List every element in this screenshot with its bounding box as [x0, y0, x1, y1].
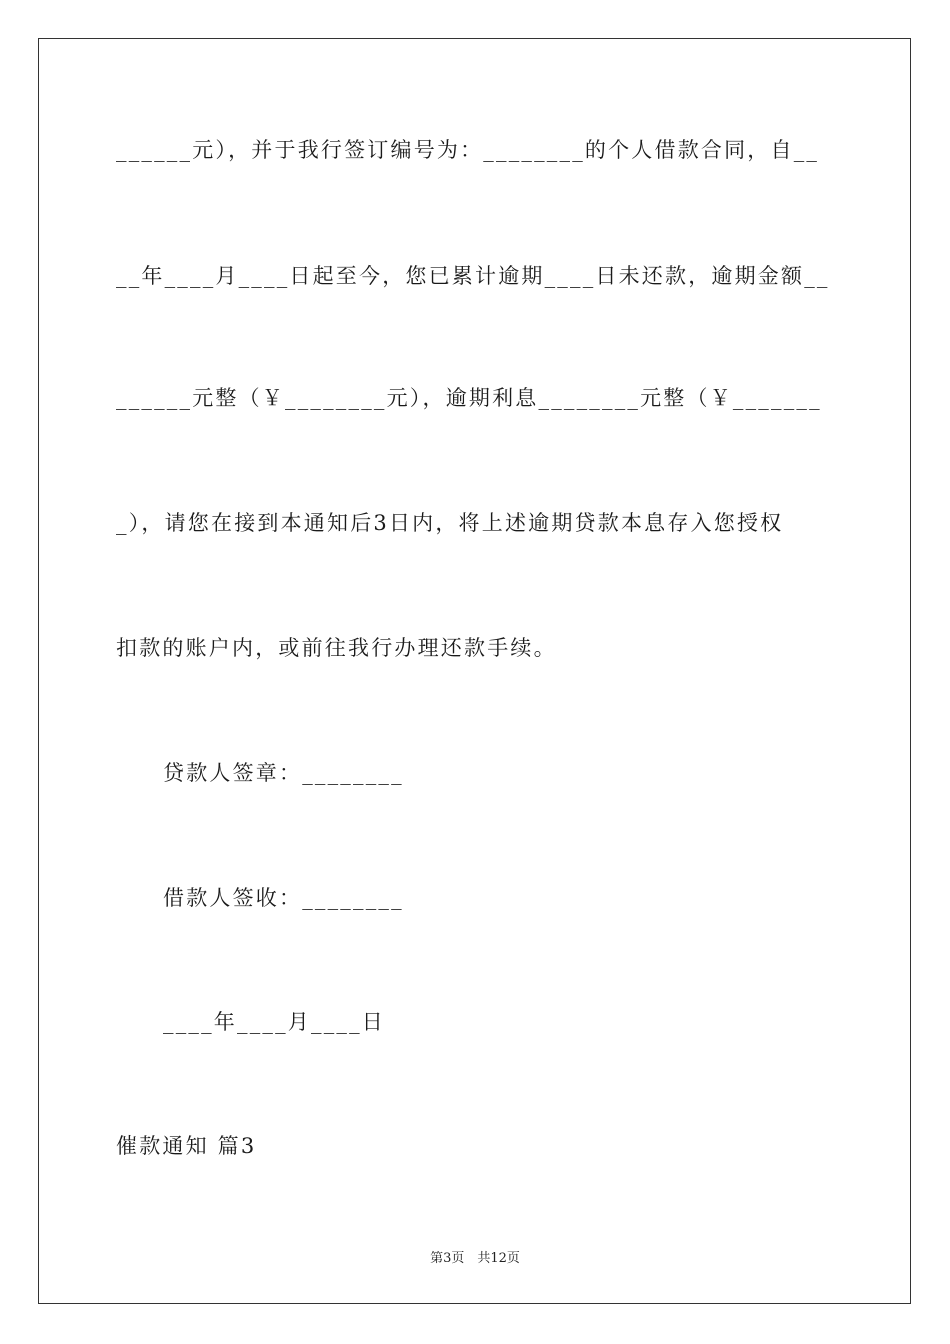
- paragraph-line-3: ______元整（￥________元），逾期利息________元整（￥_______: [116, 386, 822, 410]
- section-heading: 催款通知 篇3: [116, 1134, 257, 1158]
- borrower-signature-line: 借款人签收：________: [163, 886, 404, 910]
- paragraph-line-5: 扣款的账户内，或前往我行办理还款手续。: [116, 636, 557, 660]
- page-footer: 第3页 共12页: [430, 1251, 520, 1266]
- date-line: ____年____月____日: [163, 1010, 385, 1034]
- paragraph-line-2: __年____月____日起至今，您已累计逾期____日未还款，逾期金额__: [116, 264, 830, 288]
- page-border: [38, 38, 911, 1304]
- paragraph-line-4: _），请您在接到本通知后3日内，将上述逾期贷款本息存入您授权: [116, 511, 784, 535]
- paragraph-line-1: ______元），并于我行签订编号为：________的个人借款合同，自__: [116, 138, 820, 162]
- lender-signature-line: 贷款人签章：________: [163, 761, 404, 785]
